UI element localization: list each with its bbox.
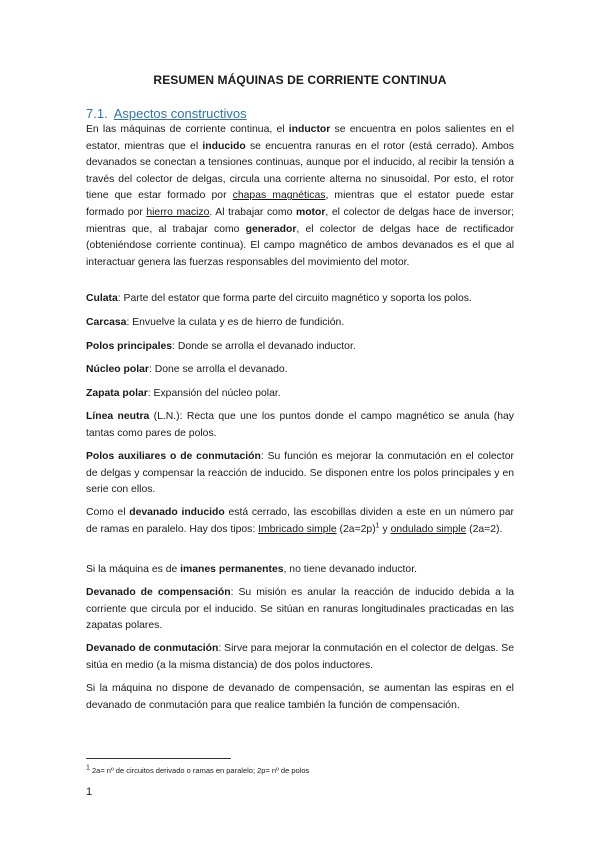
- section-number: 7.1.: [86, 106, 108, 121]
- definition-nucleo-polar: Núcleo polar: Done se arrolla el devanado.: [86, 364, 288, 375]
- paragraph-imanes-permanentes: Si la máquina es de imanes permanentes, no tiene devanado inductor.: [86, 564, 417, 575]
- section-title: Aspectos constructivos: [113, 106, 247, 121]
- definition-zapata-polar: Zapata polar: Expansión del núcleo polar.: [86, 388, 281, 399]
- section-heading: [86, 106, 247, 121]
- footnote-ref: 1: [375, 522, 380, 530]
- footnote: $^1$ 2a= nº de circuitos derivado o ramas en paralelo; 2p= nº de polos: [86, 764, 310, 775]
- definition-polos-auxiliares: Polos auxiliares o de conmutación: Su función es mejorar la conmutación en el colector de delgas y compensar la reacción de inducido. Se disponen entre los polos principales y en serie con ellos.: [86, 451, 514, 496]
- definition-devanado-compensacion: Devanado de compensación: Su misión es anular la reacción de inducido debida a la corriente que circula por el inducido. Se sitúan en ranuras longitudinales practicadas en las zapatas polares.: [86, 587, 514, 632]
- definition-culata: Culata: Parte del estator que forma parte del circuito magnético y soporta los polos.: [86, 293, 472, 304]
- footnote-divider: [86, 758, 231, 759]
- document-title: RESUMEN MÁQUINAS DE CORRIENTE CONTINUA: [153, 73, 447, 87]
- definition-devanado-conmutacion: Devanado de conmutación: Sirve para mejorar la conmutación en el colector de delgas. Se sitúa en medio (a la misma distancia) de dos polos inductores.: [86, 643, 515, 671]
- paragraph-devanado-inducido: Como el devanado inducido está cerrado, las escobillas dividen a este en un número par de ramas en paralelo. Hay dos tipos: Imbricado simple (2a=2p)$^1$ y ondulado simple (2a=2).: [86, 507, 514, 535]
- definition-carcasa: Carcasa: Envuelve la culata y es de hierro de fundición.: [86, 317, 345, 328]
- paragraph-final: Si la máquina no dispone de devanado de compensación, se aumentan las espiras en el devanado de conmutación para que realice también la función de compensación.: [86, 683, 514, 711]
- definition-polos-principales: Polos principales: Donde se arrolla el devanado inductor.: [86, 341, 356, 352]
- definition-linea-neutra: Línea neutra (L.N.): Recta que une los puntos donde el campo magnético se anula (hay tantas como pares de polos.: [86, 411, 515, 439]
- intro-paragraph: En las máquinas de corriente continua, el inductor se encuentra en polos salientes en el estator, mientras que el inducido se encuentra ranuras en el rotor (está cerrado). Ambos devanados se conectan a tensiones continuas, aunque por el inducido, al recibir la tensión a través del colector de delgas, circula una corriente alterna no sinusoidal. Por esto, el rotor tiene que estar formado por chapas magnéticas, mientras que el estator puede estar formado por hierro macizo. Al trabajar como motor, el colector de delgas hace de inversor; mientras que, al trabajar como generador, el colector de delgas hace de rectificador (obteniéndose corriente continua). El campo magnético de ambos devanados es el que al interactuar genera las fuerzas responsables del movimiento del motor.: [86, 124, 515, 268]
- page-number: 1: [86, 786, 93, 798]
